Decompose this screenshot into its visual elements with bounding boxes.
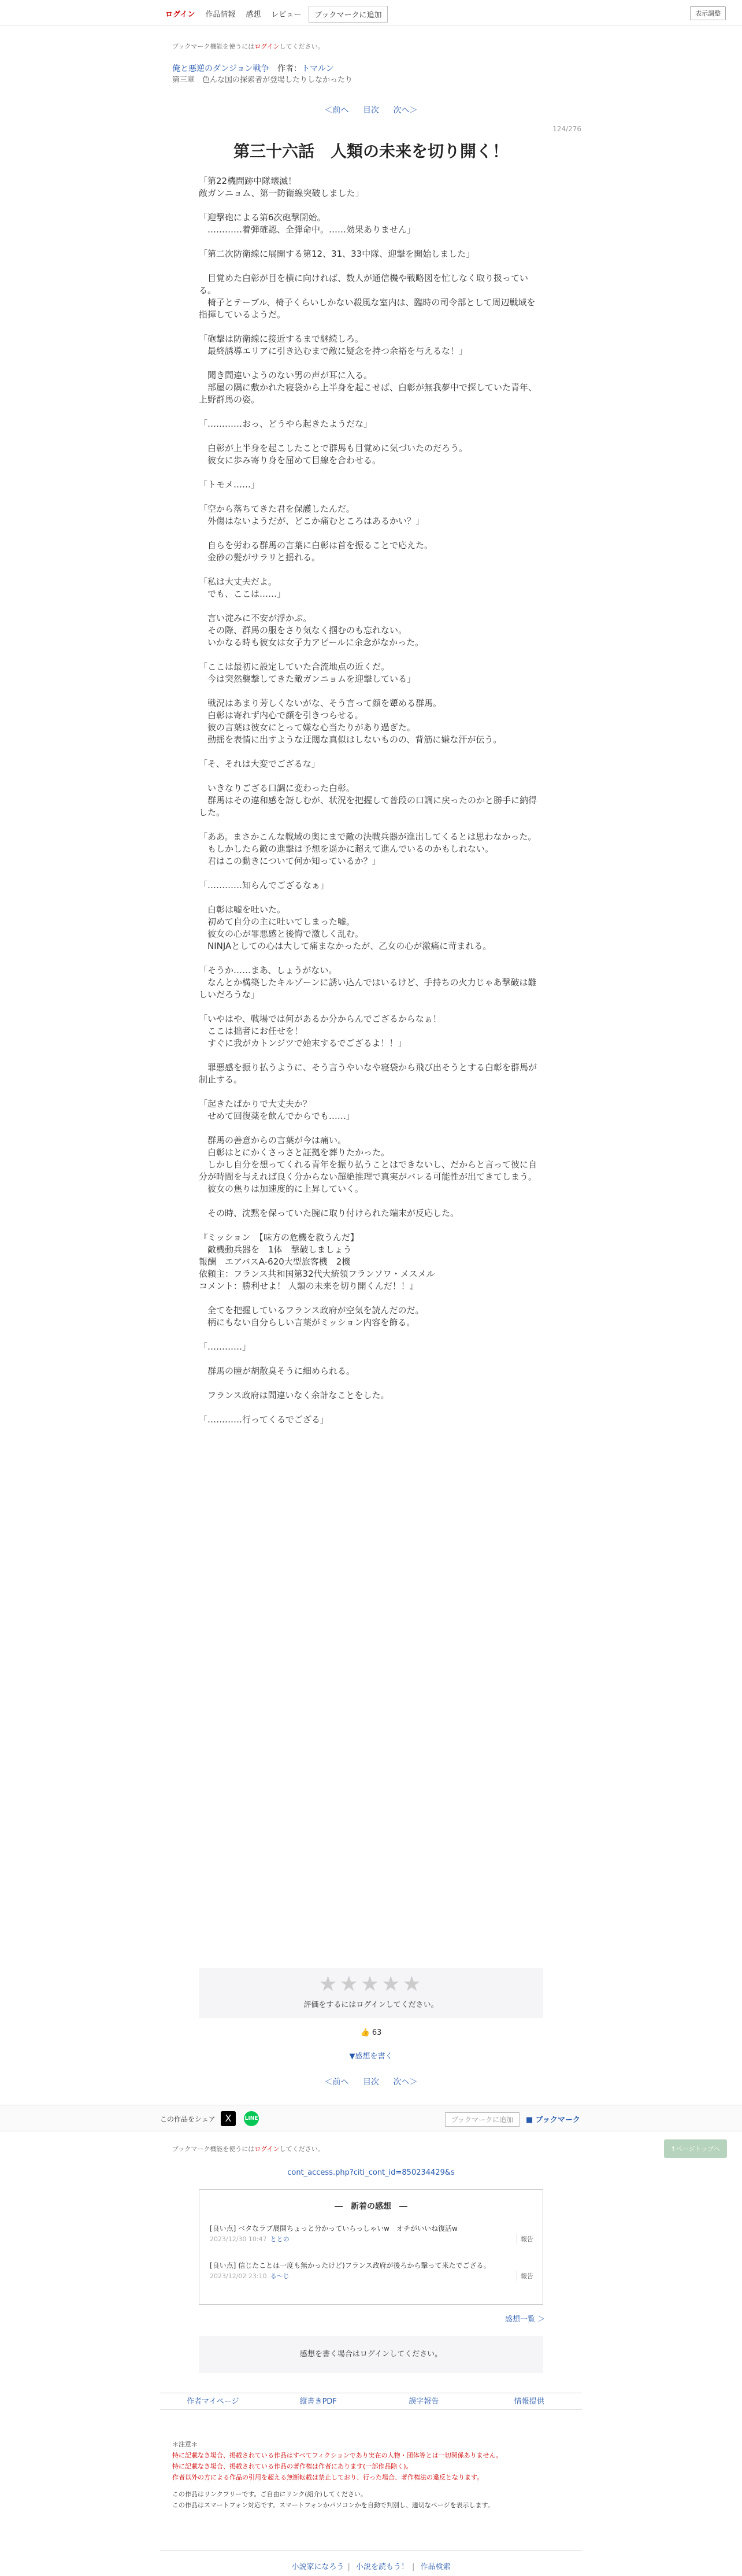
body-line	[199, 491, 543, 503]
body-line: …………着弾確認、全弾命中。……効果ありません」	[199, 224, 416, 235]
body-line: 「砲撃は防衛線に接近するまで継続しろ。	[199, 334, 364, 344]
toc-link-bottom[interactable]: 目次	[363, 2078, 379, 2087]
body-line: 外傷はないようだが、どこか痛むところはあるかい？」	[199, 516, 425, 526]
legal-notice: ＊注意＊ 特に記載なき場合、掲載されている作品はすべてフィクションであり実在の人物・団体等とは一切関係ありません。 特に記載なき場合、掲載されている作品の著作権は作者にあります(一部作品除く)。 作者以外の方による作品の引用を超える無断転載は禁止しており、行った場合、著作権法の違反となります。 この作品はリンクフリーです。ご自由にリンク(紹介)してください。 この作品はスマートフォン対応です。スマートフォンかパソコンかを自動で判別し、適切なページを表示します。	[172, 2441, 503, 2509]
body-line	[199, 236, 543, 248]
report-button[interactable]: 報告	[517, 2234, 533, 2244]
body-line: 聞き間違いようのない男の声が耳に入る。	[199, 370, 373, 380]
body-line: コメント：勝利せよ！ 人類の未来を切り開くんだ！！』	[199, 1281, 418, 1291]
prev-link[interactable]: ＜前へ	[324, 106, 349, 115]
pager-bottom	[0, 2076, 742, 2087]
body-line: いかなる時も彼女は女子力アピールに余念がなかった。	[199, 637, 424, 648]
info-link[interactable]: 情報提供	[514, 2397, 544, 2406]
pager-top	[0, 104, 742, 116]
body-line: 金砂の髪がサラリと揺れる。	[199, 552, 321, 563]
body-line: 白彰が上半身を起こしたことで群馬も目覚めに気づいたのだろう。	[199, 443, 468, 453]
body-line: 「第22機問跡中隊壊滅！	[199, 176, 297, 186]
body-line	[199, 1195, 543, 1207]
body-line: もしかしたら敵の進撃は予想を遥かに超えて進んでいるのかもしれない。	[199, 844, 494, 854]
body-line	[199, 1219, 543, 1232]
body-line: 言い淀みに不安が浮かぶ。	[199, 613, 312, 623]
works-link[interactable]: 作品情報	[205, 10, 236, 19]
write-review-link[interactable]: ▼感想を書く	[349, 2052, 393, 2061]
body-line	[199, 1329, 543, 1341]
display-settings-button[interactable]: 表示調整	[690, 6, 726, 20]
body-line: 「そうか……まあ、しょうがない。	[199, 965, 337, 975]
body-line: 敵機動兵器を 1体 撃破しましょう	[199, 1244, 352, 1255]
body-line: 「空から落ちてきた君を保護したんだ。	[199, 504, 355, 514]
author-label: 作者：	[277, 64, 302, 73]
body-line: せめて回復薬を飲んでからでも……」	[199, 1111, 355, 1121]
review-user-link[interactable]: る～じ	[270, 2272, 290, 2280]
body-line: すぐに我がカトンジツで始末するでござるよ！！」	[199, 1038, 407, 1048]
note-login-link[interactable]: ログイン	[254, 43, 280, 50]
typo-report-link[interactable]: 誤字報告	[409, 2397, 439, 2406]
body-line: 群馬の善意からの言葉が今は痛い。	[199, 1135, 347, 1145]
body-line: 彼の言葉は彼女にとって嫌な心当たりがあり過ぎた。	[199, 722, 415, 733]
body-line: 初めて自分の主に吐いてしまった嘘。	[199, 916, 355, 927]
body-line: 動揺を表情に出すような迂闊な真似はしないものの、背筋に嫌な汗が伝う。	[199, 734, 502, 745]
body-line: その時、沈黙を保っていた腕に取り付けられた端末が反応した。	[199, 1208, 459, 1218]
author-link[interactable]: トマルン	[301, 64, 334, 73]
body-line: フランス政府は間違いなく余計なことをした。	[199, 1390, 389, 1400]
vertical-pdf-link[interactable]: 縦書きPDF	[299, 2397, 337, 2406]
body-line: 「そ、それは大変でござるな」	[199, 759, 320, 769]
like-area	[0, 2028, 742, 2037]
impressions-link[interactable]: 感想	[246, 10, 261, 19]
body-line: 部屋の隅に敷かれた寝袋から上半身を起こせば、白彰が無我夢中で探していた青年、上野群馬の姿。	[199, 382, 537, 405]
body-line: しかし自分を想ってくれる青年を振り払うことはできないし、だからと言って彼に自分が時間を与えれば良く分からない超絶推理で真実がバレる可能性が出てきてしまう。	[199, 1159, 537, 1182]
review-link[interactable]: レビュー	[271, 10, 302, 19]
body-line	[199, 1049, 543, 1062]
body-line: 白彰はとにかくさっさと証拠を葬りたかった。	[199, 1147, 390, 1158]
body-line: 「私は大丈夫だよ。	[199, 576, 277, 587]
body-line: 椅子とテーブル、椅子くらいしかない殺風な室内は、臨時の司令部として周辺戦域を指揮しているようだ。	[199, 297, 536, 320]
broken-image-link[interactable]: cont_access.php?citi_cont_id=850234429&s	[287, 2168, 455, 2177]
share-bar	[0, 2105, 742, 2131]
footer-link-yomou[interactable]: 小説を読もう！	[355, 2563, 409, 2571]
reviews-heading: ― 新着の感想 ―	[335, 2202, 407, 2211]
toc-link[interactable]: 目次	[363, 106, 379, 115]
body-line	[199, 430, 543, 442]
like-count: 63	[372, 2028, 382, 2037]
body-line	[199, 649, 543, 661]
body-line	[199, 685, 543, 697]
body-line	[199, 527, 543, 539]
work-links	[160, 2393, 582, 2410]
series-info	[172, 62, 334, 74]
body-line: 依頼主：フランス共和国第32代大統領フランソワ・メスメル	[199, 1269, 435, 1279]
footer-link-search[interactable]: 作品検索	[420, 2563, 451, 2571]
body-line: 群馬の瞳が胡散臭そうに細められる。	[199, 1366, 355, 1376]
body-line	[199, 199, 543, 212]
body-line: いきなりござる口調に変わった白彰。	[199, 783, 355, 793]
rating-message: 評価をするにはログインしてください。	[303, 2001, 439, 2009]
body-line: 「いやはや、戦場では何があるか分からんでござるからなぁ！	[199, 1014, 442, 1024]
body-line	[199, 867, 543, 879]
next-link-bottom[interactable]: 次へ＞	[393, 2078, 418, 2087]
bookmark-note-bottom: ブックマーク機能を使うにはログインしてください。	[172, 2145, 324, 2153]
body-line: 「ここは最初に設定していた合流地点の近くだ。	[199, 661, 390, 672]
body-line: 「…………」	[199, 1341, 251, 1352]
body-line: 全てを把握しているフランス政府が空気を読んだのだ。	[199, 1305, 424, 1315]
body-line: 「トモメ……」	[199, 479, 260, 490]
body-line	[199, 564, 543, 576]
episode-title: 第三十六話 人類の未来を切り開く！	[233, 142, 509, 161]
rating-stars[interactable]: ★★★★★	[318, 1972, 424, 1996]
next-link[interactable]: 次へ＞	[393, 106, 418, 115]
page-top-button[interactable]: ↑ページトップへ	[664, 2139, 727, 2158]
body-line: 敵ガンニョム、第一防衛線突破しました」	[199, 188, 364, 198]
body-line	[199, 357, 543, 369]
body-line	[199, 467, 543, 479]
review-item: [良い点] ベタなラブ展開ちょっと分かっていらっしゃいw オチがいいね復活w 2023/12/30 10:47 ととの 報告	[210, 2224, 533, 2243]
series-title-link[interactable]: 俺と悪逆のダンジョン戦争	[172, 64, 269, 73]
report-button[interactable]: 報告	[517, 2271, 533, 2281]
login-to-review-box: 感想を書く場合はログインしてください。	[199, 2336, 543, 2373]
body-line	[199, 600, 543, 612]
body-line	[199, 1292, 543, 1304]
body-line: その際、群馬の服をさり気なく掴むのも忘れない。	[199, 625, 407, 635]
login-link[interactable]: ログイン	[165, 10, 195, 19]
body-line	[199, 406, 543, 418]
body-line: 彼女の焦りは加速度的に上昇していく。	[199, 1184, 363, 1194]
body-line: 『ミッション 【味方の危機を救うんだ】	[199, 1232, 359, 1243]
review-user-link[interactable]: ととの	[270, 2235, 290, 2243]
body-line: 白彰は寄れず内心で顔を引きつらせる。	[199, 710, 363, 720]
body-line: 自らを労わる群馬の言葉に白彰は首を振ることで応えた。	[199, 540, 433, 550]
body-line	[199, 1122, 543, 1134]
body-line: ここは拙者にお任せを！	[199, 1026, 303, 1036]
body-line	[199, 260, 543, 272]
body-line: 「迎撃砲による第6次砲撃開始。	[199, 212, 326, 223]
bookmark-add-button[interactable]: ブックマークに追加	[309, 6, 387, 23]
body-line: 彼女に歩み寄り身を屈めて目線を合わせる。	[199, 455, 381, 465]
body-line	[199, 770, 543, 782]
footer-link-narou[interactable]: 小説家になろう	[291, 2563, 344, 2571]
body-line	[199, 1001, 543, 1013]
body-line	[199, 321, 543, 333]
body-line: NINJAとしての心は大して痛まなかったが、乙女の心が激痛に苛まれる。	[199, 941, 492, 951]
body-line	[199, 1086, 543, 1098]
body-line: 戦況はあまり芳しくないがな、そう言って顔を顰める群馬。	[199, 698, 442, 708]
bookmark-note: ブックマーク機能を使うにはログインしてください。	[172, 43, 324, 50]
body-line: 最終誘導エリアに引き込むまで敵に疑念を持つ余裕を与えるな！」	[199, 346, 468, 356]
review-item: [良い点] 信じたことは一度も無かったけど)フランス政府が後ろから撃って来たでござる。 2023/12/02 23:10 る～じ 報告	[210, 2261, 533, 2280]
share-label: この作品をシェア	[160, 2115, 216, 2123]
body-line	[199, 892, 543, 904]
body-line: 「…………おっ、どうやら起きたようだな」	[199, 419, 373, 429]
body-line: 柄にもない自分らしい言葉がミッション内容を飾る。	[199, 1317, 415, 1328]
body-line: 「ああ。まさかこんな戦域の奥にまで敵の決戦兵器が進出してくるとは思わなかった。	[199, 831, 537, 842]
share-bookmark-add-button[interactable]: ブックマークに追加	[445, 2112, 520, 2127]
body-line: 「…………行ってくるでござる」	[199, 1414, 329, 1425]
body-line: 罪悪感を振り払うように、そう言うやいなや寝袋から飛び出そうとする白彰を群馬が制止する。	[199, 1062, 537, 1085]
top-bar	[0, 0, 742, 25]
bookmark-link[interactable]: ■ ブックマーク	[526, 2116, 580, 2124]
line-share-icon[interactable]: LINE	[244, 2111, 259, 2126]
novel-body	[199, 175, 543, 1426]
body-line: 白彰は嘘を吐いた。	[199, 904, 286, 915]
recent-reviews	[199, 2189, 543, 2305]
all-reviews-link[interactable]: 感想一覧 ＞	[505, 2315, 546, 2324]
divider	[160, 2550, 582, 2551]
x-share-icon[interactable]: X	[221, 2111, 236, 2126]
author-mypage-link[interactable]: 作者マイページ	[187, 2397, 239, 2406]
body-line: 目覚めた白彰が目を横に向ければ、数人が通信機や戦略図を忙しなく取り扱っている。	[199, 273, 529, 295]
body-line: 「起きたばかりで大丈夫か？	[199, 1099, 312, 1109]
body-line: 報酬 エアバスA-620大型旅客機 2機	[199, 1256, 351, 1267]
body-line: なんとか構築したキルゾーンに誘い込んではいるけど、手持ちの火力じゃあ撃破は難しいだろうな」	[199, 977, 537, 1000]
body-line	[199, 1377, 543, 1389]
body-line	[199, 952, 543, 964]
note-login-link-bottom[interactable]: ログイン	[254, 2145, 280, 2153]
prev-link-bottom[interactable]: ＜前へ	[324, 2078, 349, 2087]
body-line	[199, 1402, 543, 1414]
episode-counter: 124/276	[552, 125, 581, 133]
body-line: 君はこの動きについて何か知っているか？」	[199, 856, 381, 866]
top-nav	[160, 6, 388, 23]
body-line	[199, 1353, 543, 1365]
thumbs-up-icon[interactable]: 👍	[360, 2028, 370, 2037]
rating-box	[199, 1968, 543, 2018]
body-line: 「…………知らんでござるなぁ」	[199, 880, 329, 890]
body-line: 今は突然襲撃してきた敵ガンニョムを迎撃している」	[199, 674, 416, 684]
body-line	[199, 819, 543, 831]
chapter-name: 第三章 色んな国の探索者が登場したりしなかったり	[172, 76, 353, 84]
body-line: 「第二次防衛線に展開する第12、31、33中隊、迎撃を開始しました」	[199, 249, 475, 259]
body-line: 彼女の心が罪悪感と後悔で激しく乱む。	[199, 929, 364, 939]
footer-nav: 小説家になろう | 小説を読もう！ | 作品検索	[291, 2563, 451, 2571]
body-line: 群馬はその違和感を訝しむが、状況を把握して普段の口調に戻ったのかと勝手に納得した。	[199, 795, 537, 818]
body-line: でも、ここは……」	[199, 589, 286, 599]
body-line	[199, 746, 543, 758]
